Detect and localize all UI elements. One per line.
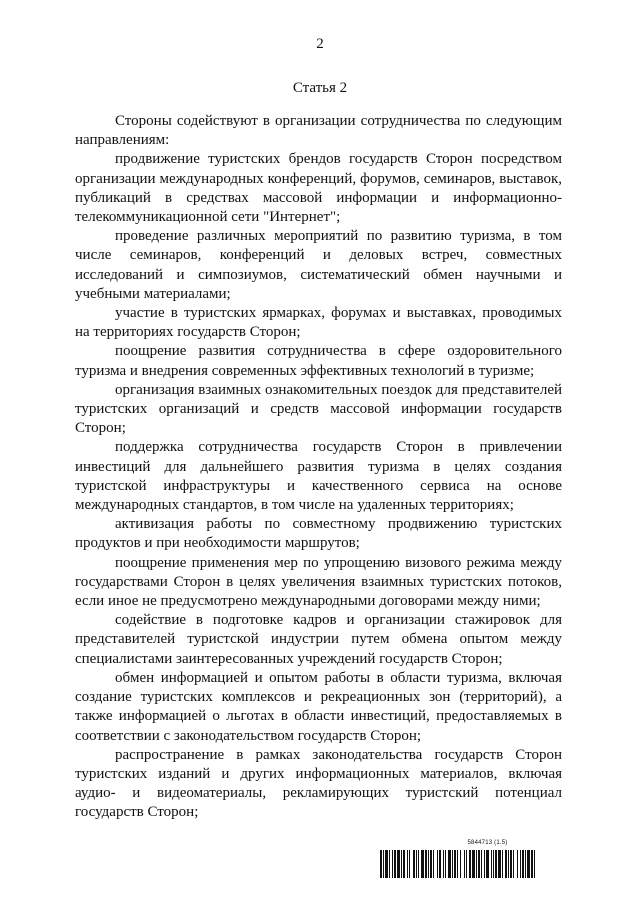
barcode-bar xyxy=(439,850,441,878)
barcode-bar xyxy=(428,850,429,878)
barcode-bar xyxy=(472,850,475,878)
barcode-bar xyxy=(508,850,509,878)
barcode-bar xyxy=(464,850,465,878)
barcode-bar xyxy=(484,850,485,878)
paragraph-health-tourism: поощрение развития сотрудничества в сфере оздоровительного туризма и внедрения современных эффективных технологий в туризме; xyxy=(75,343,562,379)
barcode-bar xyxy=(513,850,514,878)
barcode-bar xyxy=(418,850,419,878)
barcode-bar xyxy=(457,850,458,878)
paragraph-fairs: участие в туристских ярмарках, форумах и выставках, проводимых на территориях государств Сторон; xyxy=(75,305,562,341)
article-title: Статья 2 xyxy=(292,80,348,96)
barcode-bar xyxy=(397,850,400,878)
barcode-bar xyxy=(443,850,444,878)
barcode-bar xyxy=(522,850,524,878)
barcode-bar xyxy=(425,850,427,878)
article-body xyxy=(75,112,562,823)
barcode-bar xyxy=(505,850,507,878)
barcode-bar xyxy=(481,850,482,878)
barcode-bar xyxy=(527,850,530,878)
barcode-bar xyxy=(478,850,480,878)
page-number: 2 xyxy=(316,36,324,52)
barcode-bar xyxy=(403,850,405,878)
barcode-bar xyxy=(409,850,410,878)
barcode-bar xyxy=(437,850,438,878)
document-code: 5844713 (1.5) xyxy=(467,840,508,846)
barcode-bar xyxy=(493,850,494,878)
paragraph-events: проведение различных мероприятий по развитию туризма, в том числе семинаров, конференций и деловых встреч, совместных исследований и симпозиумов, систематический обмен научными и учебными материалами; xyxy=(75,228,562,302)
barcode-bar xyxy=(448,850,451,878)
barcode-bar xyxy=(466,850,467,878)
barcode-bar xyxy=(383,850,384,878)
paragraph-visa: поощрение применения мер по упрощению визового режима между государствами Сторон в целях увеличения взаимных туристских потоков, если иное не предусмотрено международными договорами между ними; xyxy=(75,554,562,610)
barcode-bar xyxy=(416,850,417,878)
barcode-bar xyxy=(531,850,533,878)
barcode-bar xyxy=(407,850,408,878)
barcode-bar xyxy=(460,850,461,878)
paragraph-information-exchange: обмен информацией и опытом работы в области туризма, включая создание туристских комплексов и рекреационных зон (территорий), а также информацией о льготах в области инвестиций, предоставляемых в соответствии с законодательством государств Сторон; xyxy=(75,669,562,744)
barcode-bar xyxy=(385,850,388,878)
barcode-bar xyxy=(502,850,503,878)
barcode-bar xyxy=(380,850,382,878)
barcode-bar xyxy=(392,850,393,878)
barcode-bar xyxy=(517,850,518,878)
barcode-bar xyxy=(476,850,477,878)
barcode-bar xyxy=(491,850,492,878)
barcode-bar xyxy=(534,850,535,878)
barcode-bar xyxy=(421,850,424,878)
barcode-bar xyxy=(452,850,453,878)
paragraph-training: содействие в подготовке кадров и организации стажировок для представителей туристской индустрии путем обмена опытом между специалистами заинтересованных учреждений государств Сторон; xyxy=(75,612,562,667)
paragraph-investment: поддержка сотрудничества государств Сторон в привлечении инвестиций для дальнейшего развития туризма в целях создания туристской инфраструктуры и качественного сервиса на основе международных стандартов, в том числе на удаленных территориях; xyxy=(75,439,562,514)
barcode xyxy=(380,850,595,878)
barcode-bar xyxy=(433,850,434,878)
barcode-bar xyxy=(389,850,390,878)
barcode-bar xyxy=(469,850,471,878)
barcode-bar xyxy=(430,850,432,878)
barcode-bar xyxy=(413,850,415,878)
barcode-bar xyxy=(525,850,526,878)
barcode-bar xyxy=(454,850,456,878)
paragraph-intro: Стороны содействуют в организации сотрудничества по следующим направлениям: xyxy=(75,113,562,149)
barcode-bar xyxy=(498,850,501,878)
barcode-bar xyxy=(495,850,497,878)
barcode-bar xyxy=(520,850,521,878)
barcode-bar xyxy=(510,850,512,878)
barcode-bar xyxy=(486,850,489,878)
barcode-bar xyxy=(401,850,402,878)
paragraph-materials: распространение в рамках законодательства государств Сторон туристских изданий и других информационных материалов, включая аудио- и видеоматериалы, рекламирующих туристский потенциал государств Сторон; xyxy=(75,746,562,821)
paragraph-joint-promotion: активизация работы по совместному продвижению туристских продуктов и при необходимости маршрутов; xyxy=(75,516,562,552)
barcode-bar xyxy=(445,850,446,878)
paragraph-fam-trips: организация взаимных ознакомительных поездок для представителей туристских организаций и средств массовой информации государств Сторон; xyxy=(75,381,562,437)
barcode-bar xyxy=(394,850,396,878)
paragraph-brand-promotion: продвижение туристских брендов государств Сторон посредством организации международных конференций, форумов, семинаров, выставок, публикаций в средствах массовой информации и информационно-телекоммуникационной сети "Интернет"; xyxy=(75,151,562,226)
